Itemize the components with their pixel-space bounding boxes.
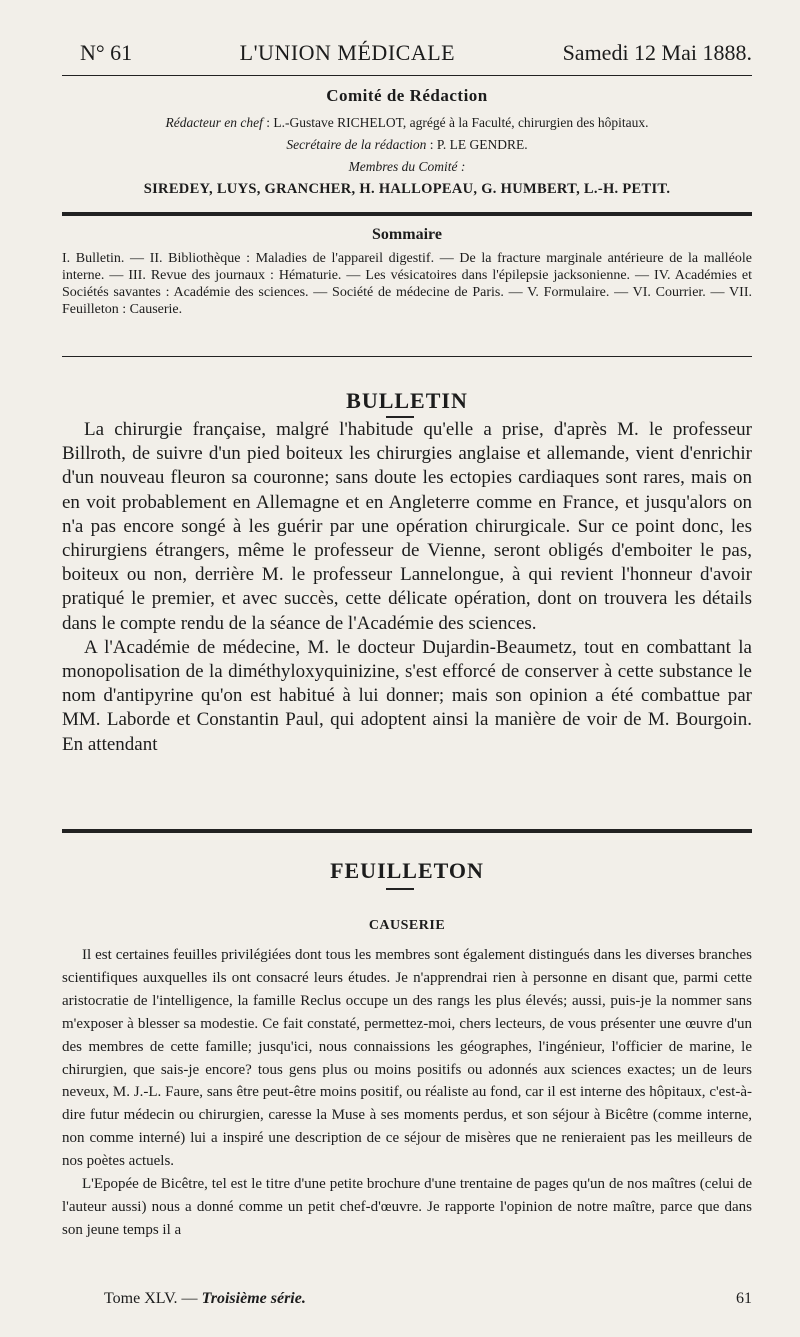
feuilleton-title: FEUILLETON: [330, 858, 484, 883]
members-label-line: [62, 156, 752, 178]
secretary-line: [62, 134, 752, 156]
tome-info: [104, 1290, 306, 1314]
page-header: [80, 40, 752, 74]
bulletin-body: [62, 418, 752, 757]
feuilleton-rule: [62, 829, 752, 833]
causerie-title: CAUSERIE: [368, 918, 446, 933]
sommaire-heading: Sommaire: [372, 226, 442, 243]
sommaire-text: I. Bulletin. — II. Bibliothèque : Maladies de l'appareil digestif. — De la fracture marginale antérieure de la malléole interne. — III. Revue des journaux : Hématurie. — Les vésicatoires dans l'épilepsie jacksonienne. — IV. Académies et Sociétés savantes : Académie des sciences. — Société de médecine de Paris. — V. Formulaire. — VI. Courrier. — VII. Feuilleton : Causerie.: [62, 251, 752, 317]
feuilleton-title-rule: [386, 888, 414, 890]
secretary-label: Secrétaire de la rédaction: [286, 137, 427, 152]
feuilleton-paragraph: Il est certaines feuilles privilégiées dont tous les membres sont également distingués dans les diverses branches scientifiques auxquelles ils ont consacré leurs études. Je n'apprendrai rien à personne en disant que, parmi cette aristocratie de l'intelligence, la famille Reclus occupe un des rangs les plus élevés; aussi, puis-je la nommer sans m'exposer à blesser sa modestie. Ce fait constaté, permettez-moi, chers lecteurs, de vous présenter une œuvre d'un des membres de cette famille; jusqu'ici, nous connaissions les géographes, l'ingénieur, l'officier de marine, le chirurgien, que sais-je encore? tous gens plus ou moins positifs ou adonnés aux sciences exactes; un de leurs neveux, M. J.-L. Faure, sans être peut-être moins positif, ou réaliste au fond, car il est interne des hôpitaux, c'est-à-dire futur médecin ou chirurgien, caresse la Muse à ses moments perdus, et son séjour à Bicêtre (comme interne, non comme interné) lui a inspiré une description de ce séjour de misères que ne renieraient pas les meilleurs de nos poètes actuels.: [62, 947, 752, 1170]
members-names: SIREDEY, LUYS, GRANCHER, H. HALLOPEAU, G. HUMBERT, L.-H. PETIT.: [143, 181, 671, 197]
feuilleton-body: [62, 944, 752, 1242]
issue-number: N° 61: [80, 40, 133, 65]
editor-label: Rédacteur en chef: [165, 115, 263, 130]
tome-number: Tome XLV. —: [104, 1290, 198, 1307]
bulletin-paragraph: A l'Académie de médecine, M. le docteur Dujardin-Beaumetz, tout en combattant la monopolisation de la diméthyloxyquinizine, s'est efforcé de conserver à cette substance le nom d'antipyrine qu'on est habitué à lui donner; mais son opinion a été combattue par MM. Laborde et Constantin Paul, qui adoptent ainsi la manière de voir de M. Bourgoin. En attendant: [62, 636, 752, 755]
feuilleton-paragraph: L'Epopée de Bicêtre, tel est le titre d'une petite brochure d'une trentaine de pages qu'un de nos maîtres (celui de l'auteur aussi) nous a donné comme un petit chef-d'œuvre. Je rapporte l'opinion de notre maître, parce que dans son jeune temps il a: [62, 1176, 752, 1238]
bulletin-paragraph: La chirurgie française, malgré l'habitude qu'elle a prise, d'après M. le professeur Billroth, de suivre d'un pied boiteux les chirurgies anglaise et allemande, vient d'enrichir d'un nouveau fleuron sa couronne; sans doute les ectopies cardiaques sont rares, mais on en voit probablement en Allemagne et en Angleterre comme en France, et jusqu'alors on n'a pas encore songé à les guérir par une opération chirurgicale. Sur ce point donc, les chirurgiens étrangers, même le professeur de Vienne, seront obligés d'emboiter le pas, boiteux ou non, derrière M. le professeur Lannelongue, à qui revient l'honneur d'avoir pratiqué le premier, et avec succès, cette délicate opération, dont on trouvera les détails dans le compte rendu de la séance de l'Académie des sciences.: [62, 419, 752, 634]
journal-title: L'UNION MÉDICALE: [239, 40, 456, 65]
page-number: 61: [736, 1290, 752, 1307]
members-label: Membres du Comité :: [348, 159, 466, 174]
table-of-contents: [62, 226, 752, 318]
header-rule: [62, 75, 752, 76]
series-label: Troisième série.: [201, 1290, 306, 1307]
editor-name: : L.-Gustave RICHELOT, agrégé à la Faculté, chirurgien des hôpitaux.: [266, 115, 649, 130]
editor-line: [62, 112, 752, 134]
page-footer: [104, 1290, 752, 1314]
bulletin-title: BULLETIN: [346, 388, 468, 413]
editorial-committee: [62, 86, 752, 200]
sommaire-rule: [62, 356, 752, 357]
issue-date: Samedi 12 Mai 1888.: [562, 40, 752, 65]
committee-heading: Comité de Rédaction: [326, 86, 488, 105]
committee-rule: [62, 212, 752, 216]
secretary-name: : P. LE GENDRE.: [429, 137, 528, 152]
